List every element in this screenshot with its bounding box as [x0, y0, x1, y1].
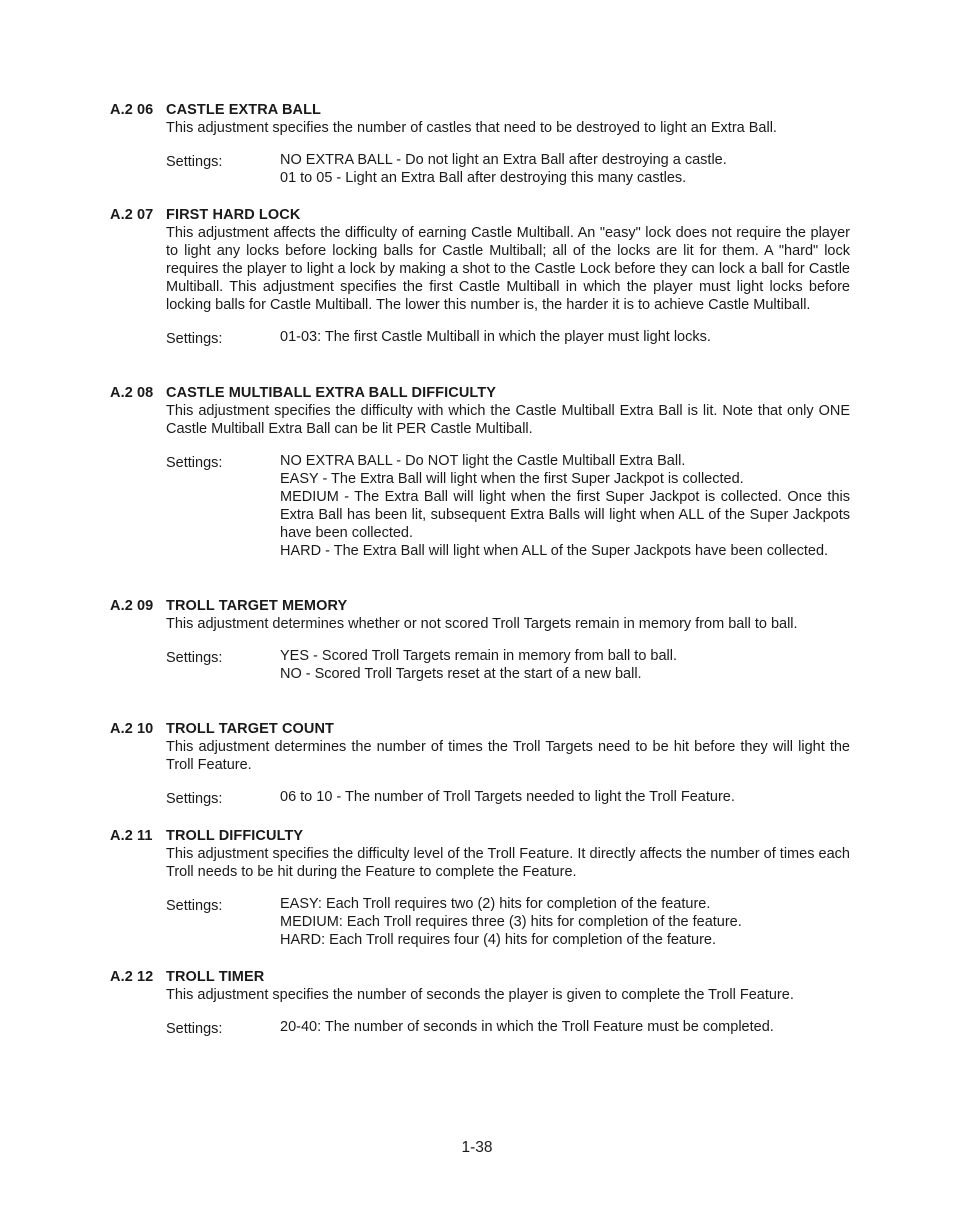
setting-item: EASY - The Extra Ball will light when the first Super Jackpot is collected. — [280, 471, 744, 487]
section-first-hard-lock — [110, 206, 850, 348]
section-number: A.2 09 — [110, 598, 154, 614]
settings-label: Settings: — [166, 331, 223, 347]
section-description: This adjustment specifies the number of castles that need to be destroyed to light an Extra Ball. — [166, 120, 777, 136]
settings-block — [166, 452, 850, 560]
settings-label: Settings: — [166, 1021, 223, 1037]
section-description: This adjustment determines whether or not scored Troll Targets remain in memory from ball to ball. — [166, 616, 798, 632]
setting-item: 01 to 05 - Light an Extra Ball after destroying this many castles. — [280, 170, 687, 186]
section-troll-timer — [110, 968, 850, 1038]
section-title: FIRST HARD LOCK — [166, 207, 301, 223]
setting-item: EASY: Each Troll requires two (2) hits for completion of the feature. — [280, 896, 711, 912]
settings-label: Settings: — [166, 154, 223, 170]
setting-item: 20-40: The number of seconds in which the Troll Feature must be completed. — [280, 1019, 774, 1035]
section-castle-extra-ball — [110, 101, 850, 187]
section-number: A.2 07 — [110, 207, 154, 223]
section-description: This adjustment specifies the difficulty level of the Troll Feature. It directly affects the number of times each Troll needs to be hit during the Feature to complete the Feature. — [166, 846, 850, 880]
section-troll-difficulty — [110, 827, 850, 949]
section-title: TROLL TARGET COUNT — [166, 721, 334, 737]
section-description: This adjustment determines the number of times the Troll Targets need to be hit before they will light the Troll Feature. — [166, 739, 850, 773]
section-number: A.2 10 — [110, 721, 154, 737]
settings-block — [166, 895, 850, 949]
section-heading — [110, 206, 850, 224]
section-number: A.2 08 — [110, 385, 154, 401]
section-heading — [110, 827, 850, 845]
setting-item: NO EXTRA BALL - Do NOT light the Castle Multiball Extra Ball. — [280, 453, 686, 469]
page-number: 1-38 — [461, 1139, 493, 1156]
settings-label: Settings: — [166, 455, 223, 471]
settings-label: Settings: — [166, 650, 223, 666]
section-title: CASTLE MULTIBALL EXTRA BALL DIFFICULTY — [166, 385, 497, 401]
section-description: This adjustment specifies the difficulty with which the Castle Multiball Extra Ball is lit. Note that only ONE Castle Multiball Extra Ball can be lit PER Castle Multiball. — [166, 403, 850, 437]
section-description: This adjustment specifies the number of seconds the player is given to complete the Troll Feature. — [166, 987, 794, 1003]
section-troll-target-memory — [110, 597, 850, 683]
section-heading — [110, 384, 850, 402]
setting-item: NO - Scored Troll Targets reset at the start of a new ball. — [280, 666, 642, 682]
settings-block — [166, 647, 850, 683]
setting-item: HARD: Each Troll requires four (4) hits for completion of the feature. — [280, 932, 716, 948]
section-troll-target-count — [110, 720, 850, 808]
settings-block — [166, 788, 850, 808]
setting-item: HARD - The Extra Ball will light when ALL of the Super Jackpots have been collected. — [280, 543, 829, 559]
section-title: TROLL TARGET MEMORY — [166, 598, 348, 614]
settings-block — [166, 1018, 850, 1038]
section-number: A.2 11 — [110, 828, 153, 844]
section-heading — [110, 101, 850, 119]
settings-block — [166, 151, 850, 187]
section-title: CASTLE EXTRA BALL — [166, 102, 322, 118]
setting-item: NO EXTRA BALL - Do not light an Extra Ball after destroying a castle. — [280, 152, 727, 168]
section-description: This adjustment affects the difficulty of earning Castle Multiball. An "easy" lock does not require the player to light any locks before locking balls for Castle Multiball; all of the locks are lit for them. A "hard" lock requires the player to light a lock by making a shot to the Castle Lock before they can lock a ball for Castle Multiball. This adjustment specifies the first Castle Multiball in which the player must light locks before locking balls for Castle Multiball. The lower this number is, the harder it is to achieve Castle Multiball. — [166, 225, 850, 313]
section-number: A.2 06 — [110, 102, 154, 118]
setting-item: YES - Scored Troll Targets remain in memory from ball to ball. — [280, 648, 678, 664]
settings-block — [166, 328, 850, 348]
section-heading — [110, 968, 850, 986]
section-castle-multiball-extra-ball-difficulty — [110, 384, 850, 560]
section-title: TROLL DIFFICULTY — [166, 828, 304, 844]
section-heading — [110, 597, 850, 615]
setting-item: 01-03: The first Castle Multiball in which the player must light locks. — [280, 329, 711, 345]
settings-label: Settings: — [166, 898, 223, 914]
setting-item: MEDIUM - The Extra Ball will light when the first Super Jackpot is collected. Once this Extra Ball has been lit, subsequent Extra Balls will light when ALL of the Super Jackpots have been collected. — [280, 489, 850, 541]
settings-label: Settings: — [166, 791, 223, 807]
setting-item: 06 to 10 - The number of Troll Targets needed to light the Troll Feature. — [280, 789, 735, 805]
section-number: A.2 12 — [110, 969, 154, 985]
section-heading — [110, 720, 850, 738]
section-title: TROLL TIMER — [166, 969, 265, 985]
setting-item: MEDIUM: Each Troll requires three (3) hits for completion of the feature. — [280, 914, 742, 930]
